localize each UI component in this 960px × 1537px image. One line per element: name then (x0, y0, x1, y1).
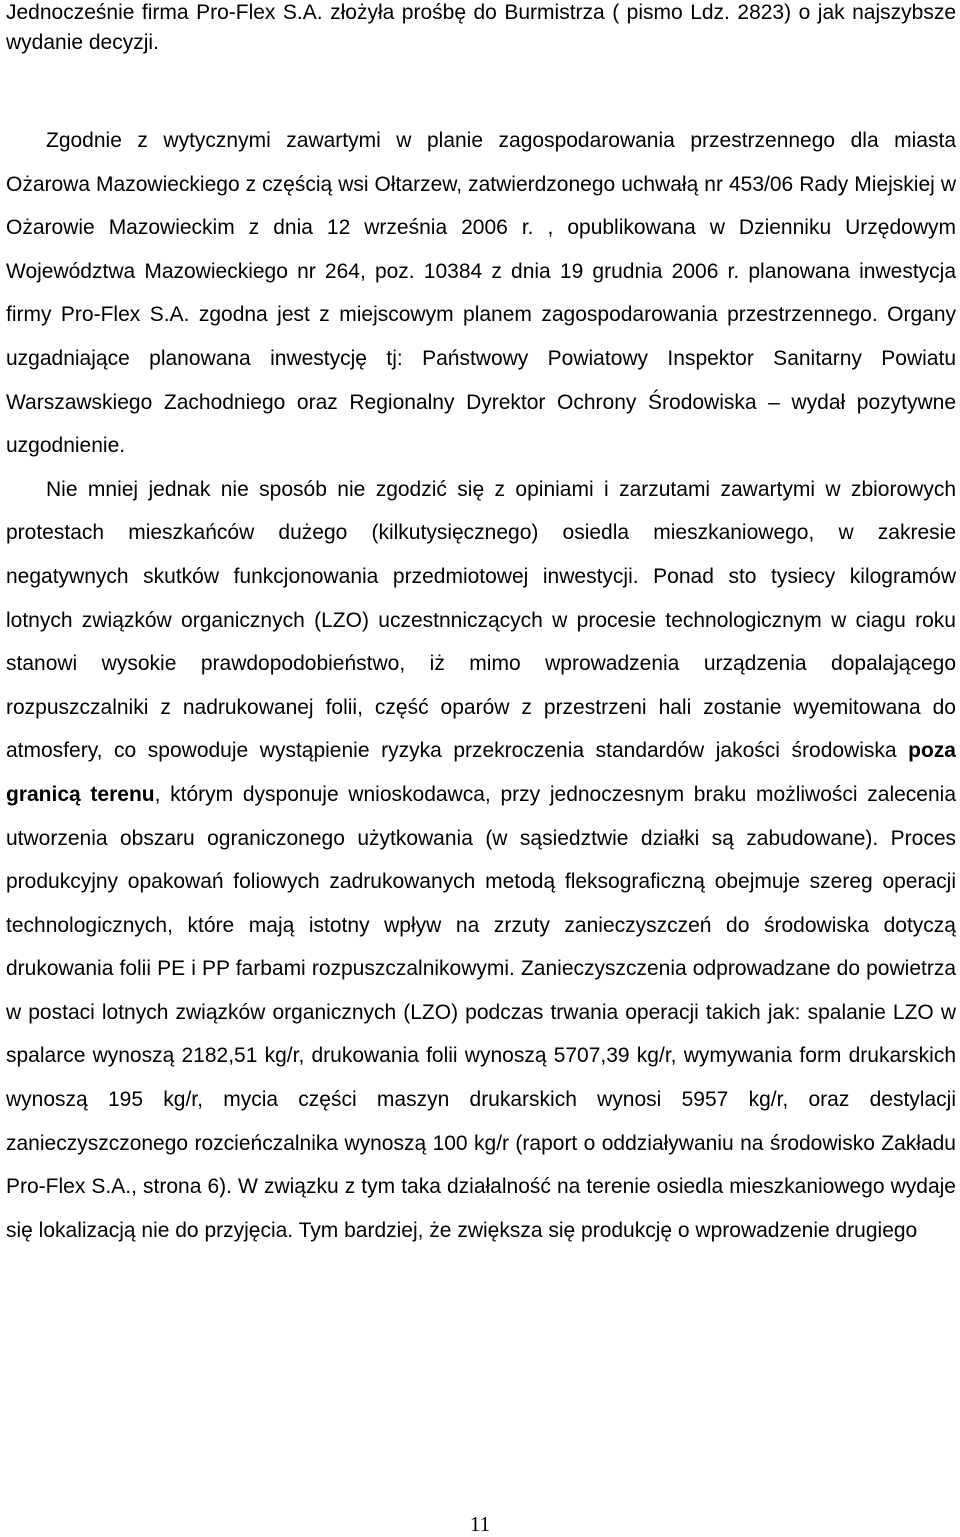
paragraph-objections-text-start: Nie mniej jednak nie sposób nie zgodzić się z opiniami i zarzutami zawartymi w zbiorowych protestach mieszkańców dużego (kilkutysięcznego) osiedla mieszkaniowego, w zakresie negatywnych skutków funkcjonowania przedmiotowej inwestycji. Ponad sto tysiecy kilogramów lotnych związków organicznych (LZO) uczestnniczących w procesie technologicznym w ciagu roku stanowi wysokie prawdopodobieństwo, iż mimo wprowadzenia urządzenia dopalającego rozpuszczalniki z nadrukowanej folii, część oparów z przestrzeni hali zostanie wyemitowana do atmosfery, co spowoduje wystąpienie ryzyka przekroczenia standardów jakości środowiska (6, 477, 956, 763)
paragraph-objections-text-end: , którym dysponuje wnioskodawca, przy jednoczesnym braku możliwości zalecenia utworzenia obszaru ograniczonego użytkowania (w sąsiedztwie działki są zabudowane). Proces produkcyjny opakowań foliowych zadrukowanych metodą fleksograficzną obejmuje szereg operacji technologicznych, które mają istotny wpływ na zrzuty zanieczyszczeń do środowiska dotyczą drukowania folii PE i PP farbami rozpuszczalnikowymi. Zanieczyszczenia odprowadzane do powietrza w postaci lotnych związków organicznych (LZO) podczas trwania operacji takich jak: spalanie LZO w spalarce wynoszą 2182,51 kg/r, drukowania folii wynoszą 5707,39 kg/r, wymywania form drukarskich wynoszą 195 kg/r, mycia części maszyn drukarskich wynosi 5957 kg/r, oraz destylacji zanieczyszczonego rozcieńczalnika wynoszą 100 kg/r (raport o oddziaływaniu na środowisko Zakładu Pro-Flex S.A., strona 6). W związku z tym taka działalność na terenie osiedla mieszkaniowego wydaje się lokalizacją nie do przyjęcia. Tym bardziej, że zwiększa się produkcję o wprowadzenie drugiego (6, 782, 956, 1242)
paragraph-plan-compliance-text: Zgodnie z wytycznymi zawartymi w planie zagospodarowania przestrzennego dla miasta Ożarowa Mazowieckiego z częścią wsi Ołtarzew, zatwierdzonego uchwałą nr 453/06 Rady Miejskiej w Ożarowie Mazowieckim z dnia 12 września 2006 r. , opublikowana w Dzienniku Urzędowym Województwa Mazowieckiego nr 264, poz. 10384 z dnia 19 grudnia 2006 r. planowana inwestycja firmy Pro-Flex S.A. zgodna jest z miejscowym planem zagospodarowania przestrzennego. Organy uzgadniające planowana inwestycję tj: Państwowy Powiatowy Inspektor Sanitarny Powiatu Warszawskiego Zachodniego oraz Regionalny Dyrektor Ochrony Środowiska – wydał pozytywne uzgodnienie. (6, 129, 956, 458)
page-number: 11 (469, 1512, 491, 1536)
emphasis-outside-boundary: poza granicą terenu (6, 739, 956, 806)
paragraph-plan-compliance (6, 129, 956, 457)
paragraph-body (6, 119, 956, 1252)
paragraph-objections (6, 478, 956, 1242)
paragraph-request: Jednocześnie firma Pro-Flex S.A. złożyła prośbę do Burmistrza ( pismo Ldz. 2823) o jak najszybsze wydanie decyzji. (6, 1, 956, 54)
